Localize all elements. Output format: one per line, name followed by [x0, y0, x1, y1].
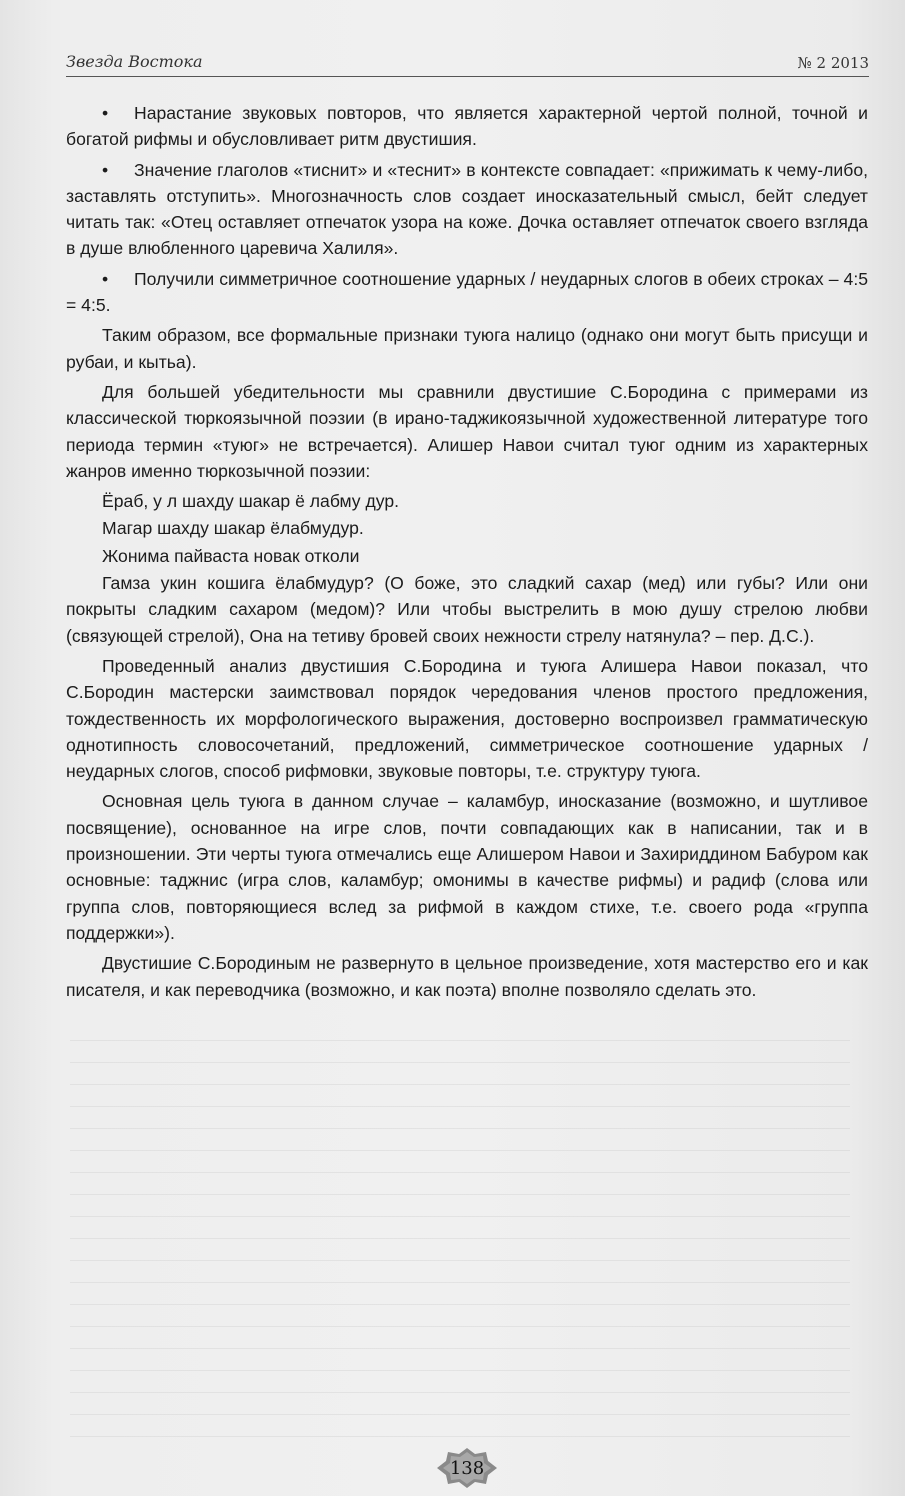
verse-line: Ёраб, у л шахду шакар ё лабму дур.	[102, 491, 400, 512]
paragraph: Таким образом, все формальные признаки туюга налицо (однако они могут быть присущи и рубаи, и кытьа).	[66, 325, 868, 372]
issue-number: № 2 2013	[797, 54, 869, 72]
verse-line: Магар шахду шакар ёлабмудур.	[102, 518, 364, 539]
verse-line: Жонима пайваста новак отколи	[102, 545, 360, 566]
paragraph-text: Значение глаголов «тиснит» и «теснит» в контексте совпадает: «прижимать к чему-либо, заставлять отступить». Многозначность слов создает иносказательный смысл, бейт следует читать так: «Отец оставляет отпечаток узора на коже. Дочка оставляет отпечаток своего взгляда в душе влюбленного царевича Халиля».	[66, 159, 868, 259]
paragraph-text: Получили симметричное соотношение ударных / неударных слогов в обеих строках – 4:5 = 4:5.	[66, 268, 868, 316]
bullet-marker: •	[102, 159, 109, 180]
bullet-paragraph	[66, 266, 868, 319]
show-through-texture	[70, 1040, 850, 1440]
paragraph: Гамза укин кошига ёлабмудур? (О боже, это сладкий сахар (мед) или губы? Или они покрыты сладким сахаром (медом)? Или чтобы выстрелить в мою душу стрелою любви (связующей стрелой), Она на тетиву бровей своих нежности стрелу натянула? – пер. Д.С.).	[66, 573, 868, 646]
bullet-marker: •	[102, 103, 109, 123]
bullet-paragraph	[66, 157, 868, 262]
paragraph: Основная цель туюга в данном случае – каламбур, иносказание (возможно, и шутливое посвящение), основанное на игре слов, почти совпадающих как в написании, так и в произношении. Эти черты туюга отмечались еще Алишером Навои и Захириддином Бабуром как основные: таджнис (игра слов, каламбур; омонимы в качестве рифмы) и радиф (слова или группа слов, повторяющиеся вслед за рифмой в каждом стихе, т.е. своего рода «группа поддержки»).	[66, 791, 868, 943]
bullet-marker: •	[102, 268, 109, 289]
article-body	[66, 100, 868, 1007]
running-header	[66, 50, 869, 77]
paragraph: Для большей убедительности мы сравнили двустишие С.Бородина с примерами из классической тюркоязычной поэзии (в ирано-таджикоязычной художественной литературе того периода термин «туюг» не встречается). Алишер Навои считал туюг одним из характерных жанров именно тюркозычной поэзии:	[66, 381, 868, 481]
page-number: 138	[449, 1458, 485, 1479]
journal-title: Звезда Востока	[66, 52, 203, 71]
paragraph: Двустишие С.Бородиным не развернуто в цельное произведение, хотя мастерство его и как писателя, и как переводчика (возможно, и как поэта) вполне позволяло сделать это.	[66, 953, 868, 1000]
paragraph-text: Нарастание звуковых повторов, что является характерной чертой полной, точной и богатой рифмы и обусловливает ритм двустишия.	[66, 103, 868, 150]
bullet-paragraph	[66, 100, 868, 153]
paragraph: Проведенный анализ двустишия С.Бородина и туюга Алишера Навои показал, что С.Бородин мастерски заимствовал порядок чередования членов простого предложения, тождественность их морфологического выражения, достоверно воспроизвел грамматическую однотипность словосочетаний, предложений, симметрическое соотношение ударных / неударных слогов, способ рифмовки, звуковые повторы, т.е. структуру туюга.	[66, 655, 868, 782]
page-number-badge	[436, 1448, 498, 1488]
